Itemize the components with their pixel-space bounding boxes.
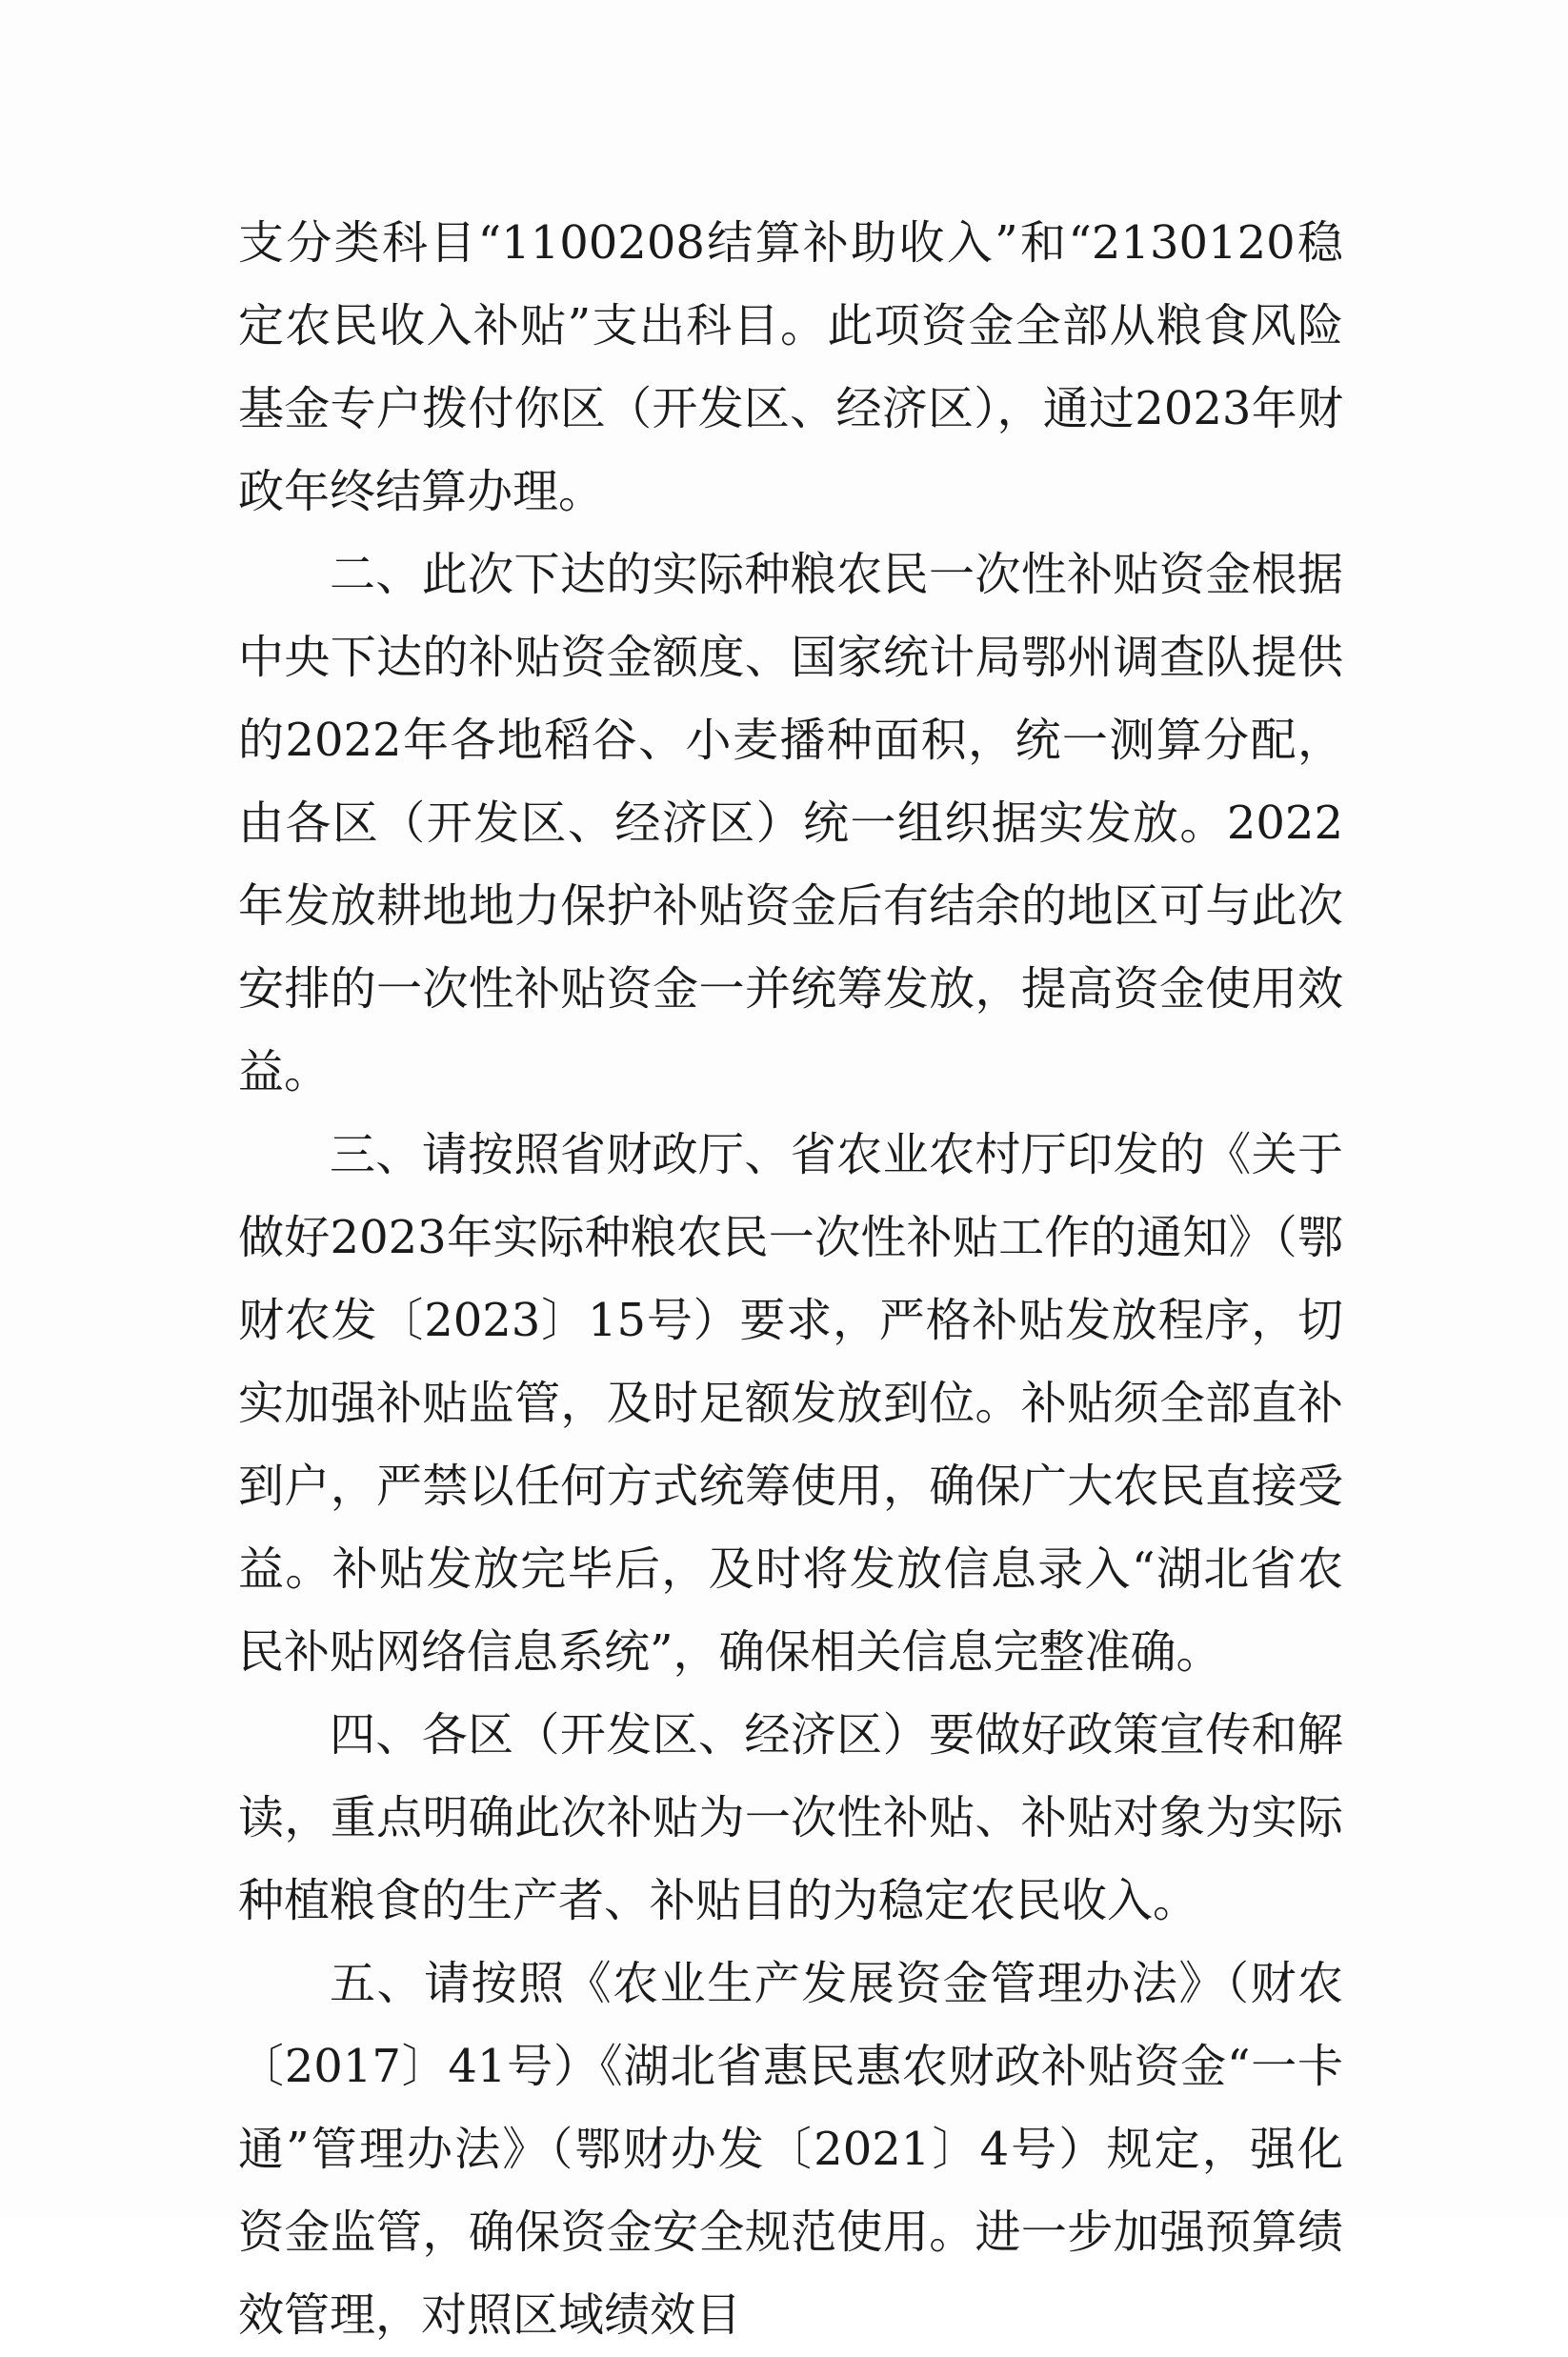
document-body (238, 202, 1343, 2357)
paragraph-item-4: 四、各区（开发区、经济区）要做好政策宣传和解读，重点明确此次补贴为一次性补贴、补贴对象为实际种植粮食的生产者、补贴目的为稳定农民收入。 (238, 1708, 1343, 1927)
paragraph-item-3: 三、请按照省财政厅、省农业农村厅印发的《关于做好2023年实际种粮农民一次性补贴工作的通知》（鄂财农发〔2023〕15号）要求，严格补贴发放程序，切实加强补贴监管，及时足额发放到位。补贴须全部直补到户，严禁以任何方式统筹使用，确保广大农民直接受益。补贴发放完毕后，及时将发放信息录入“湖北省农民补贴网络信息系统”，确保相关信息完整准确。 (238, 1128, 1343, 1679)
paragraph-continued: 支分类科目“1100208结算补助收入”和“2130120稳定农民收入补贴”支出科目。此项资金全部从粮食风险基金专户拨付你区（开发区、经济区），通过2023年财政年终结算办理。 (238, 216, 1343, 518)
paragraph-item-5: 五、请按照《农业生产发展资金管理办法》（财农〔2017〕41号）《湖北省惠民惠农财政补贴资金“一卡通”管理办法》（鄂财办发〔2021〕4号）规定，强化资金监管，确保资金安全规范使用。进一步加强预算绩效管理，对照区域绩效目 (238, 1957, 1343, 2342)
paragraph-item-2: 二、此次下达的实际种粮农民一次性补贴资金根据中央下达的补贴资金额度、国家统计局鄂州调查队提供的2022年各地稻谷、小麦播种面积，统一测算分配，由各区（开发区、经济区）统一组织据实发放。2022年发放耕地地力保护补贴资金后有结余的地区可与此次安排的一次性补贴资金一并统筹发放，提高资金使用效益。 (238, 548, 1343, 1098)
